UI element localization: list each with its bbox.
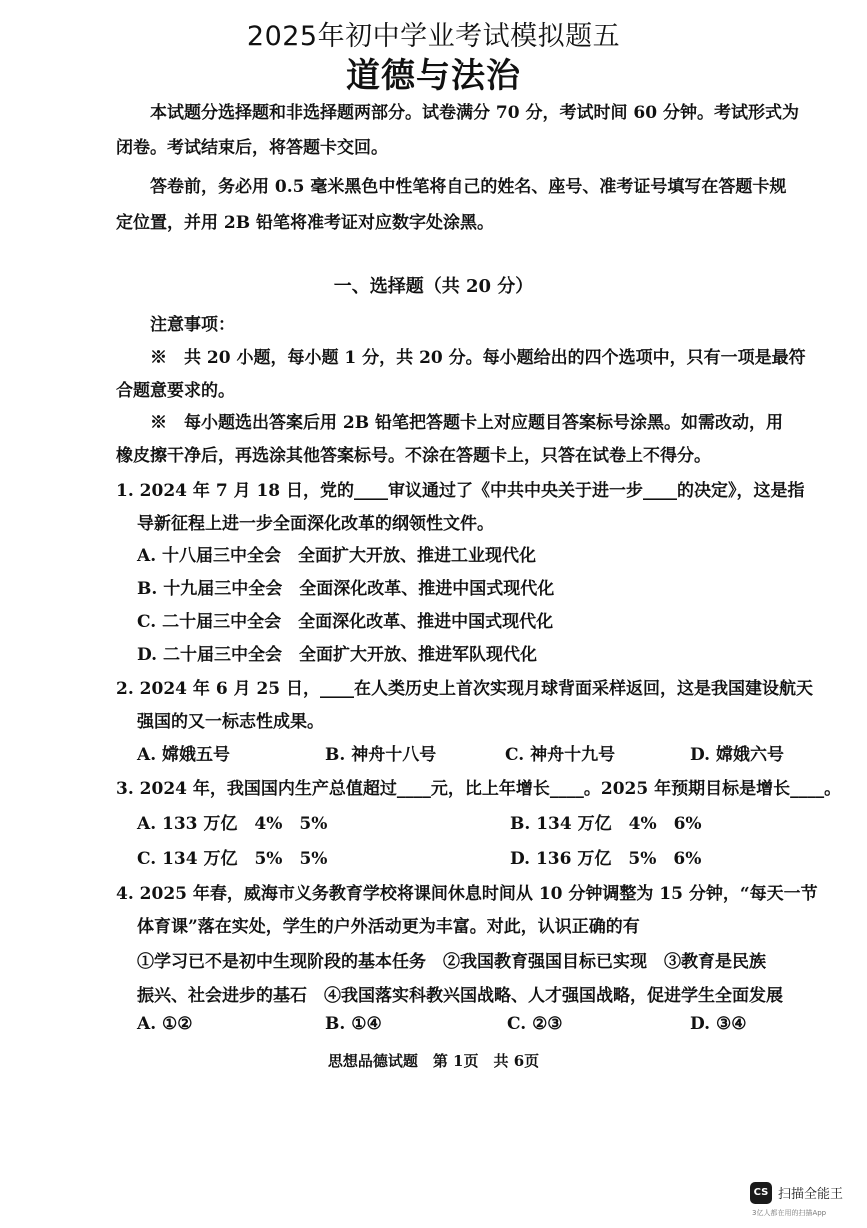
q3-stem-line1: 3. 2024 年，我国国内生产总值超过____元，比上年增长____。2025 年预期目标是增长____。 <box>116 779 842 799</box>
q1-option-b: B. 十九届三中全会 全面深化改革、推进中国式现代化 <box>137 579 555 599</box>
q4-statements-line1: ①学习已不是初中生现阶段的基本任务 ②我国教育强国目标已实现 ③教育是民族 <box>137 952 766 972</box>
q4-option-d: D. ③④ <box>690 1014 747 1034</box>
q3-option-a: A. 133 万亿 4% 5% <box>137 814 328 834</box>
scanner-watermark <box>748 1180 860 1220</box>
q3-option-d: D. 136 万亿 5% 6% <box>510 849 702 869</box>
exam-title: 2025年初中学业考试模拟题五 <box>246 21 621 52</box>
q4-option-b: B. ①④ <box>325 1014 382 1034</box>
q4-option-c: C. ②③ <box>507 1014 563 1034</box>
notes-label: 注意事项： <box>150 315 235 335</box>
watermark-name: 扫描全能王 <box>778 1187 844 1202</box>
q2-option-d: D. 嫦娥六号 <box>690 745 784 765</box>
q1-option-a: A. 十八届三中全会 全面扩大开放、推进工业现代化 <box>137 546 537 566</box>
note2-line2: 橡皮擦干净后，再选涂其他答案标号。不涂在答题卡上，只答在试卷上不得分。 <box>116 446 711 466</box>
page-footer: 思想品德试题 第 1页 共 6页 <box>327 1052 540 1070</box>
q2-option-a: A. 嫦娥五号 <box>137 745 231 765</box>
q4-stem-line2: 体育课”落在实处，学生的户外活动更为丰富。对此，认识正确的有 <box>137 917 640 937</box>
camscanner-logo-icon: CS <box>750 1182 772 1204</box>
instruction-p2-line2: 定位置，并用 2B 铅笔将准考证对应数字处涂黑。 <box>116 213 495 233</box>
section-title: 一、选择题（共 20 分） <box>333 276 534 297</box>
q1-option-d: D. 二十届三中全会 全面扩大开放、推进军队现代化 <box>137 645 537 665</box>
note2-line1: ※ 每小题选出答案后用 2B 铅笔把答题卡上对应题目答案标号涂黑。如需改动，用 <box>150 413 784 433</box>
q2-stem-line1: 2. 2024 年 6 月 25 日，____在人类历史上首次实现月球背面采样返回，这是我国建设航天 <box>116 679 814 699</box>
watermark-tagline: 3亿人都在用的扫描App <box>752 1209 827 1217</box>
q3-option-b: B. 134 万亿 4% 6% <box>510 814 702 834</box>
subject-title: 道德与法治 <box>346 56 521 96</box>
q4-option-a: A. ①② <box>137 1014 193 1034</box>
instruction-p1-line1: 本试题分选择题和非选择题两部分。试卷满分 70 分，考试时间 60 分钟。考试形式为 <box>150 103 799 123</box>
q1-stem-line2: 导新征程上进一步全面深化改革的纲领性文件。 <box>137 514 494 534</box>
q2-option-b: B. 神舟十八号 <box>325 745 437 765</box>
note1-line2: 合题意要求的。 <box>116 381 235 401</box>
q1-option-c: C. 二十届三中全会 全面深化改革、推进中国式现代化 <box>137 612 554 632</box>
instruction-p2-line1: 答卷前，务必用 0.5 毫米黑色中性笔将自己的姓名、座号、准考证号填写在答题卡规 <box>150 177 787 197</box>
q2-stem-line2: 强国的又一标志性成果。 <box>137 712 324 732</box>
q4-statements-line2: 振兴、社会进步的基石 ④我国落实科教兴国战略、人才强国战略，促进学生全面发展 <box>137 986 783 1006</box>
q2-option-c: C. 神舟十九号 <box>505 745 616 765</box>
q1-stem-line1: 1. 2024 年 7 月 18 日，党的____审议通过了《中共中央关于进一步____的决定》，这是指 <box>116 481 805 501</box>
instruction-p1-line2: 闭卷。考试结束后，将答题卡交回。 <box>116 138 388 158</box>
q4-stem-line1: 4. 2025 年春，威海市义务教育学校将课间休息时间从 10 分钟调整为 15 分钟，“每天一节 <box>116 884 818 904</box>
q3-option-c: C. 134 万亿 5% 5% <box>137 849 328 869</box>
note1-line1: ※ 共 20 小题，每小题 1 分，共 20 分。每小题给出的四个选项中，只有一项是最符 <box>150 348 806 368</box>
